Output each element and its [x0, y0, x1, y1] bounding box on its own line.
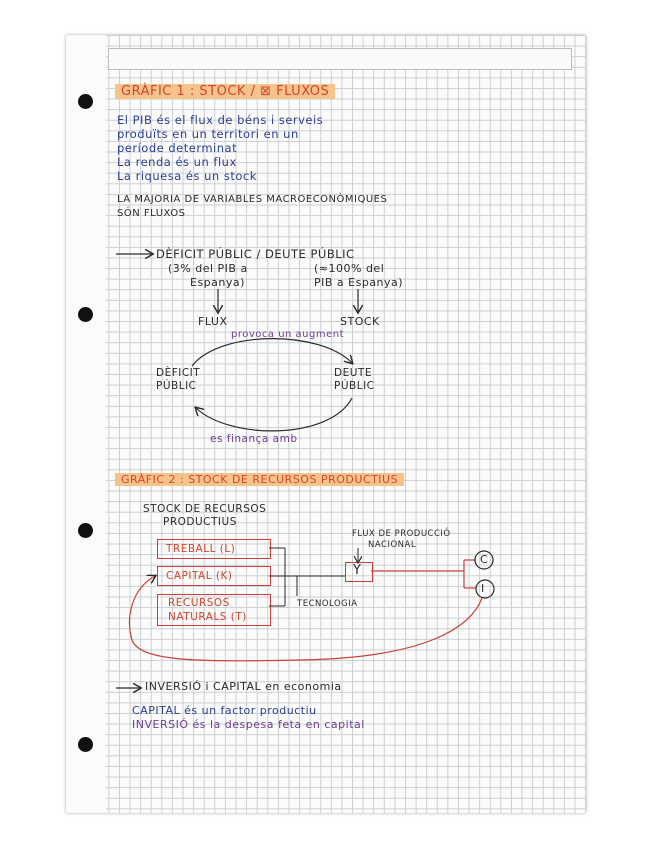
flux-produccio-1: FLUX DE PRODUCCIÓ — [352, 529, 451, 539]
cycle-deficit-1: DÈFICIT — [156, 367, 201, 379]
recursos-label-1: RECURSOS — [168, 597, 230, 609]
capital-label: CAPITAL (K) — [166, 570, 233, 582]
treball-label: TREBALL (L) — [166, 543, 236, 555]
g1-line-2: produïts en un territori en un — [117, 127, 299, 141]
flux-label: FLUX — [198, 315, 228, 328]
cycle-deute-1: DEUTE — [334, 367, 372, 379]
deficit-deute-line: DÈFICIT PÚBLIC / DEUTE PÚBLIC — [156, 247, 355, 261]
g1-line-5: La riquesa és un stock — [117, 169, 257, 183]
deficit-sub-2: Espanya) — [190, 276, 245, 289]
g1-note-1: LA MAJORIA DE VARIABLES MACROECONÒMIQUES — [117, 194, 388, 205]
c-circle — [475, 551, 493, 569]
provoca-label: provoca un augment — [231, 329, 345, 340]
i-circle — [476, 580, 494, 598]
g1-line-1: El PIB és el flux de béns i serveis — [117, 113, 324, 127]
finança-label: es finança amb — [210, 433, 298, 445]
flux-produccio-2: NACIONAL — [368, 540, 417, 550]
cycle-deficit-2: PÚBLIC — [156, 380, 197, 392]
y-label: Y — [353, 563, 362, 578]
inversio-heading: INVERSIÓ i CAPITAL en economia — [145, 680, 342, 693]
graphic2-title: GRÀFIC 2 : STOCK DE RECURSOS PRODUCTIUS — [115, 473, 404, 486]
graphic1-title: GRÀFIC 1 : STOCK / ⊠ FLUXOS — [115, 84, 335, 99]
i-label: I — [481, 582, 485, 595]
g1-line-4: La renda és un flux — [117, 155, 237, 169]
stock-recursos-2: PRODUCTIUS — [163, 516, 237, 528]
deute-sub-1: (≈100% del — [314, 262, 385, 275]
capital-line: CAPITAL és un factor productiu — [132, 704, 317, 717]
deute-sub-2: PIB a Espanya) — [314, 276, 404, 289]
g1-line-3: període determinat — [117, 141, 238, 155]
tecnologia-label: TECNOLOGIA — [297, 599, 358, 609]
stock-recursos-1: STOCK DE RECURSOS — [143, 503, 267, 515]
inversio-line: INVERSIÓ és la despesa feta en capital — [132, 718, 365, 731]
stock-label: STOCK — [340, 315, 380, 328]
cycle-deute-2: PÚBLIC — [334, 380, 375, 392]
deficit-sub-1: (3% del PIB a — [168, 262, 248, 275]
g1-note-2: SÓN FLUXOS — [117, 208, 186, 219]
recursos-label-2: NATURALS (T) — [168, 611, 247, 623]
c-label: C — [480, 553, 489, 566]
